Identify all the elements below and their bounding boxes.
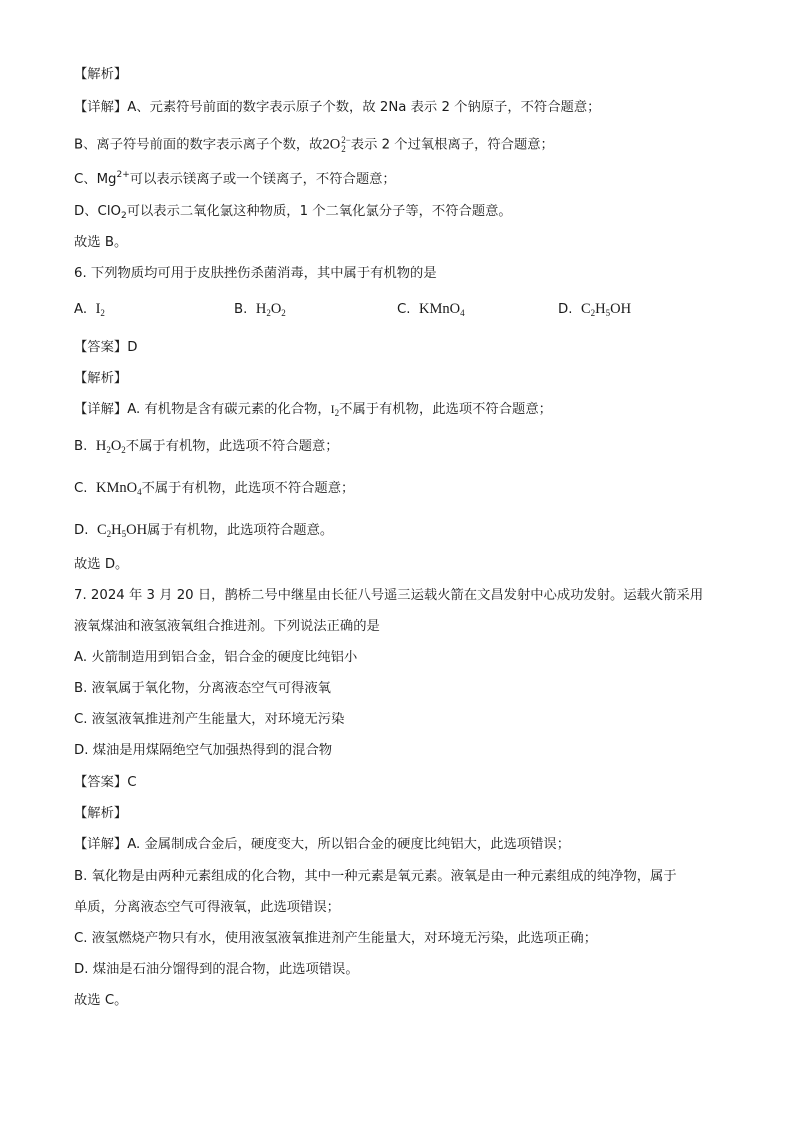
q6-option-b: B. $H_2O_2$ — [234, 301, 286, 318]
q5-detail-d: D、ClO$_2$可以表示二氧化氯这种物质，1 个二氧化氯分子等，不符合题意。 — [74, 204, 512, 221]
q6-conclusion: 故选 D。 — [74, 557, 129, 572]
q7-option-b: B. 液氧属于氧化物，分离液态空气可得液氧 — [74, 681, 331, 696]
q6-option-a: A. $I_2$ — [74, 301, 105, 318]
q6-detail-d: D. $C_2H_5OH$属于有机物，此选项符合题意。 — [74, 522, 334, 539]
q7-detail-b-line2: 单质，分离液态空气可得液氧，此选项错误； — [74, 900, 340, 915]
q5-detail-a-text: A、元素符号前面的数字表示原子个数，故 2Na 表示 2 个钠原子，不符合题意； — [127, 100, 601, 115]
q6-detail-a: 【详解】A. 有机物是含有碳元素的化合物，$I_2$不属于有机物，此选项不符合题意； — [74, 402, 552, 418]
q7-detail-a: 【详解】A. 金属制成合金后，硬度变大，所以铝合金的硬度比纯铝大，此选项错误； — [74, 837, 571, 852]
q7-option-c: C. 液氢液氧推进剂产生能量大，对环境无污染 — [74, 712, 345, 727]
q6-stem: 6. 下列物质均可用于皮肤挫伤杀菌消毒，其中属于有机物的是 — [74, 266, 437, 281]
q6-analysis-heading: 【解析】 — [74, 371, 128, 386]
peroxide-ion-formula: 2O 2− 2 — [322, 135, 351, 154]
detail-tag: 【详解】 — [74, 100, 128, 115]
q7-conclusion: 故选 C。 — [74, 993, 128, 1008]
q7-analysis-heading: 【解析】 — [74, 806, 128, 821]
q7-option-a: A. 火箭制造用到铝合金，铝合金的硬度比纯铝小 — [74, 650, 358, 665]
q5-detail-a — [74, 101, 600, 114]
q5-detail-b: B、离子符号前面的数字表示离子个数，故2O 2− 2 表示 2 个过氧根离子，符合题意； — [74, 135, 554, 154]
q5-detail-c: C、$Mg^{2+}$可以表示镁离子或一个镁离子，不符合题意； — [74, 170, 396, 187]
q6-option-d: D. $C_2H_5OH$ — [558, 301, 632, 318]
q7-detail-b-line1: B. 氧化物是由两种元素组成的化合物，其中一种元素是氧元素。液氧是由一种元素组成的纯净物，属于 — [74, 869, 677, 884]
q6-answer: 【答案】D — [74, 340, 138, 355]
q5-conclusion: 故选 B。 — [74, 235, 128, 250]
q7-stem-line2: 液氧煤油和液氢液氧组合推进剂。下列说法正确的是 — [74, 619, 380, 634]
q7-option-d: D. 煤油是用煤隔绝空气加强热得到的混合物 — [74, 743, 333, 758]
q7-answer: 【答案】C — [74, 775, 137, 790]
q6-detail-c: C. KMnO$_4$不属于有机物，此选项不符合题意； — [74, 480, 355, 497]
q7-detail-d: D. 煤油是石油分馏得到的混合物，此选项错误。 — [74, 962, 359, 977]
analysis-heading: 【解析】 — [74, 67, 128, 82]
q7-detail-c: C. 液氢燃烧产物只有水，使用液氢液氧推进剂产生能量大，对环境无污染，此选项正确； — [74, 931, 598, 946]
q7-stem-line1: 7. 2024 年 3 月 20 日，鹊桥二号中继星由长征八号遥三运载火箭在文昌发射中心成功发射。运载火箭采用 — [74, 588, 704, 603]
q6-detail-b: B. $H_2O_2$不属于有机物，此选项不符合题意； — [74, 438, 339, 455]
q6-option-c: C. KMnO$_4$ — [397, 301, 465, 318]
